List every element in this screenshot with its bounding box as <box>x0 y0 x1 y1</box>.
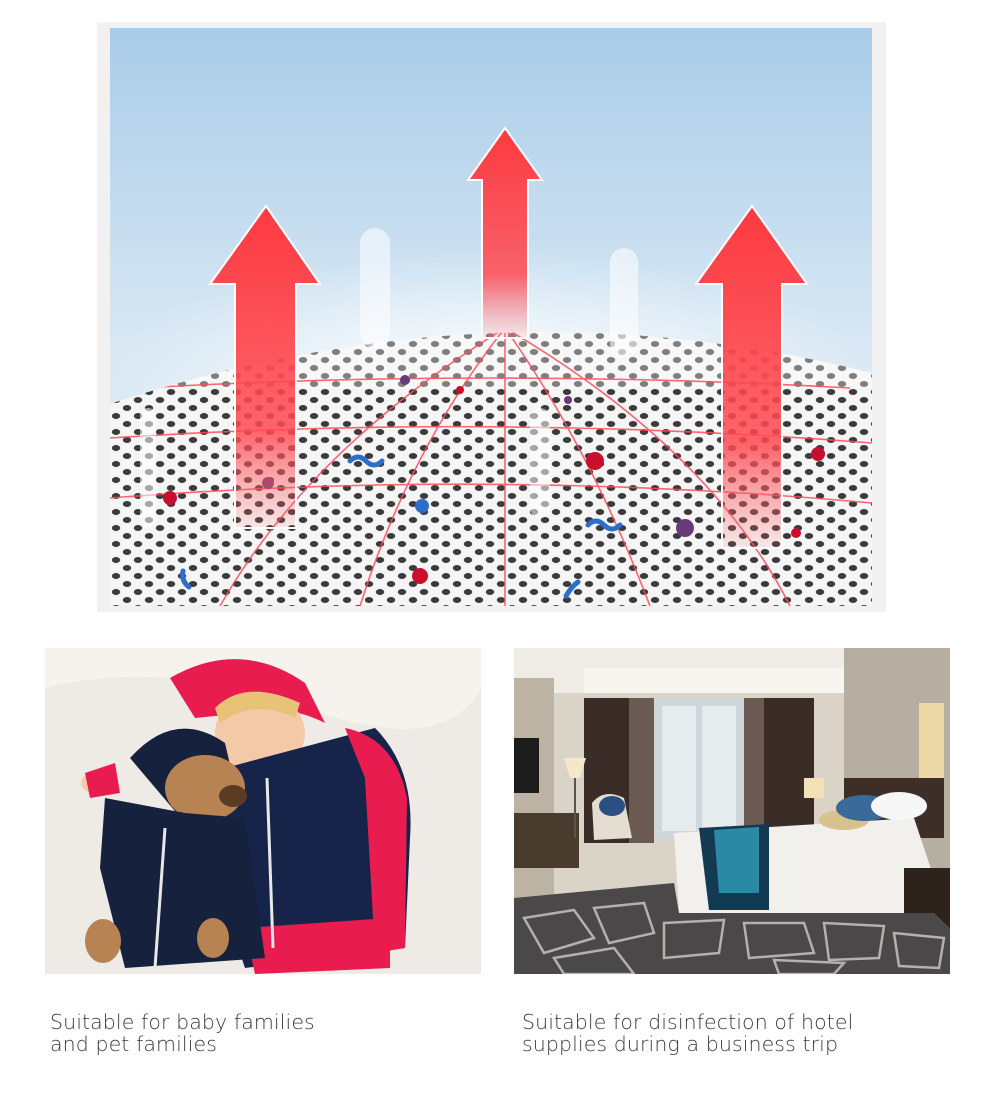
caption-baby-and-pet <box>50 1011 470 1055</box>
caption-left-line1: Suitable for baby families <box>50 1010 315 1034</box>
photo-hotel-room <box>514 648 950 974</box>
caption-right-line2: supplies during a business trip <box>522 1032 839 1056</box>
photo-baby-and-pet <box>45 648 481 974</box>
caption-left-line2: and pet families <box>50 1032 217 1056</box>
hero-illustration <box>110 28 872 606</box>
caption-right-line1: Suitable for disinfection of hotel <box>522 1010 854 1034</box>
caption-hotel <box>522 1011 942 1055</box>
